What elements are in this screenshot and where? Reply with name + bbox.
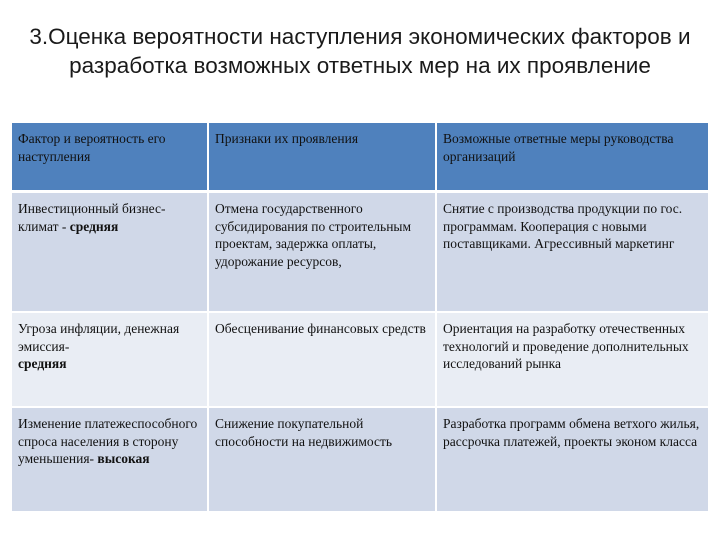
header-measures: Возможные ответные меры руководства организаций [437,123,708,193]
measures-cell: Ориентация на разработку отечественных технологий и проведение дополнительных исследований рынка [437,313,708,408]
factor-cell [12,408,209,513]
table-row [12,408,708,513]
probability-text: средняя [69,218,119,234]
slide-title: 3.Оценка вероятности наступления экономических факторов и разработка возможных ответных мер на их проявление [29,24,691,78]
signs-cell: Снижение покупательной способности на недвижимость [209,408,437,513]
factor-cell [12,313,209,408]
factor-text: Инвестиционный бизнес-климат - [18,201,166,234]
probability-text: средняя [18,356,67,371]
factor-cell [12,193,209,313]
table-row [12,193,708,313]
risk-table [12,123,708,513]
header-factor: Фактор и вероятность его наступления [12,123,209,193]
factor-text: Изменение платежеспособного спроса населения в сторону уменьшения- [18,416,198,466]
signs-cell: Обесценивание финансовых средств [209,313,437,408]
measures-cell: Снятие с производства продукции по гос. программам. Кооперация с новыми поставщиками. Агрессивный маркетинг [437,193,708,313]
probability-text: высокая [97,451,150,466]
table-header-row [12,123,708,193]
signs-cell: Отмена государственного субсидирования по строительным проектам, задержка оплаты, удорожание ресурсов, [209,193,437,313]
table-row [12,313,708,408]
header-signs: Признаки их проявления [209,123,437,193]
factor-text: Угроза инфляции, денежная эмиссия- [18,321,180,354]
measures-cell: Разработка программ обмена ветхого жилья, рассрочка платежей, проекты эконом класса [437,408,708,513]
